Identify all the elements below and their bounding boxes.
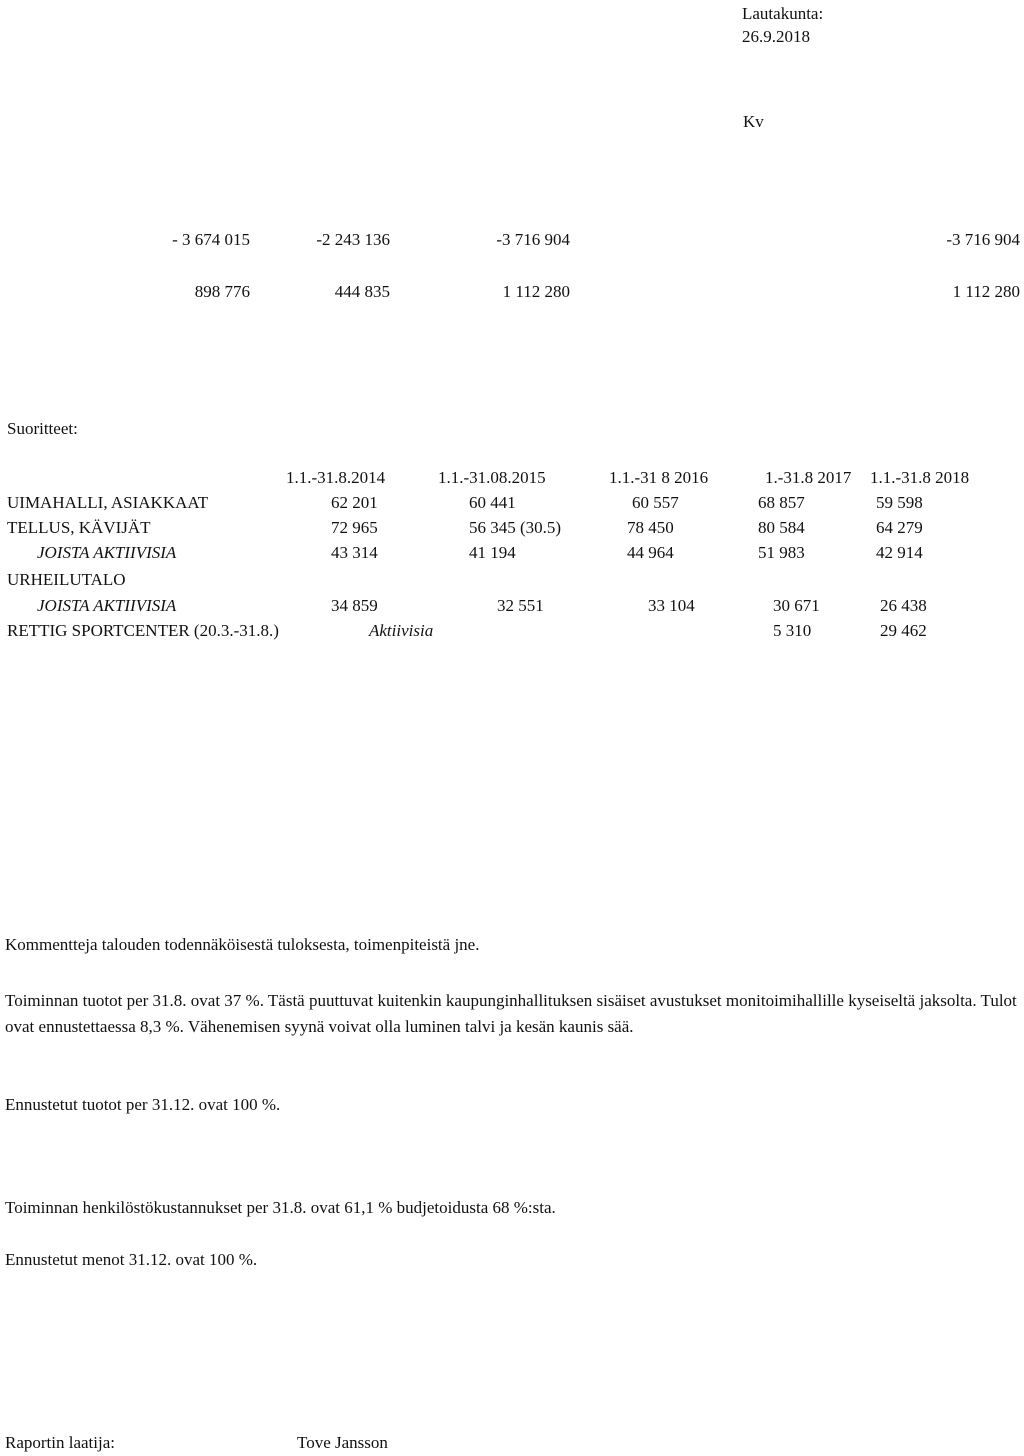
kv-label: Kv [743, 112, 764, 131]
row-label: RETTIG SPORTCENTER (20.3.-31.8.) [7, 621, 279, 640]
row-label: UIMAHALLI, ASIAKKAAT [7, 493, 209, 512]
row-label: TELLUS, KÄVIJÄT [7, 518, 151, 537]
table-cell: 43 314 [331, 543, 378, 562]
table-cell: 34 859 [331, 596, 378, 615]
table-cell: 30 671 [773, 596, 820, 615]
period-header: 1.1.-31.08.2015 [438, 468, 546, 487]
board-label: Lautakunta: [742, 4, 824, 23]
table-cell: 26 438 [880, 596, 927, 615]
period-header: 1.1.-31.8 2018 [870, 468, 970, 487]
comment-paragraph: Toiminnan henkilöstökustannukset per 31.8. ovat 61,1 % budjetoidusta 68 %:sta. [5, 1198, 556, 1217]
comments-heading: Kommentteja talouden todennäköisestä tuloksesta, toimenpiteistä jne. [5, 935, 480, 954]
row-label-suffix: Aktiivisia [369, 621, 434, 640]
budget-value: -2 243 136 [316, 230, 390, 249]
comment-paragraph: Ennustetut tuotot per 31.12. ovat 100 %. [5, 1095, 281, 1114]
table-cell: 62 201 [331, 493, 378, 512]
table-cell: 60 441 [469, 493, 516, 512]
table-cell: 59 598 [876, 493, 923, 512]
author-label: Raportin laatija: [5, 1433, 115, 1452]
table-cell: 33 104 [648, 596, 695, 615]
comment-paragraph: Toiminnan tuotot per 31.8. ovat 37 %. Tästä puuttuvat kuitenkin kaupunginhallituksen sisäiset avustukset monitoimihallille kyseiseltä jaksolta. Tulot ovat ennustettaessa 8,3 %. Vähenemisen syynä voivat olla luminen talvi ja kesän kaunis sää. [5, 991, 1017, 1036]
budget-value: 898 776 [194, 282, 250, 301]
comment-paragraph: Ennustetut menot 31.12. ovat 100 %. [5, 1250, 258, 1269]
row-label: JOISTA AKTIIVISIA [37, 596, 177, 615]
table-cell: 72 965 [331, 518, 378, 537]
row-label: JOISTA AKTIIVISIA [37, 543, 177, 562]
budget-value: -3 716 904 [946, 230, 1020, 249]
table-cell: 68 857 [758, 493, 805, 512]
budget-value: 1 112 280 [502, 282, 570, 301]
author-name: Tove Jansson [297, 1433, 388, 1452]
table-cell: 60 557 [632, 493, 679, 512]
period-header: 1.-31.8 2017 [765, 468, 852, 487]
table-cell: 80 584 [758, 518, 805, 537]
table-cell: 5 310 [773, 621, 812, 640]
performance-heading: Suoritteet: [7, 419, 78, 438]
table-cell: 64 279 [876, 518, 923, 537]
row-label: URHEILUTALO [7, 570, 126, 589]
table-cell: 56 345 (30.5) [469, 518, 562, 537]
report-date: 26.9.2018 [742, 27, 810, 46]
table-cell: 29 462 [880, 621, 927, 640]
table-cell: 51 983 [758, 543, 805, 562]
budget-value: 1 112 280 [952, 282, 1020, 301]
period-header: 1.1.-31.8.2014 [286, 468, 386, 487]
table-cell: 44 964 [627, 543, 674, 562]
budget-value: -3 716 904 [496, 230, 570, 249]
table-cell: 78 450 [627, 518, 674, 537]
table-cell: 41 194 [469, 543, 516, 562]
table-cell: 42 914 [876, 543, 923, 562]
budget-value: 444 835 [334, 282, 390, 301]
table-cell: 32 551 [497, 596, 544, 615]
budget-value: - 3 674 015 [172, 230, 250, 249]
period-header: 1.1.-31 8 2016 [609, 468, 709, 487]
